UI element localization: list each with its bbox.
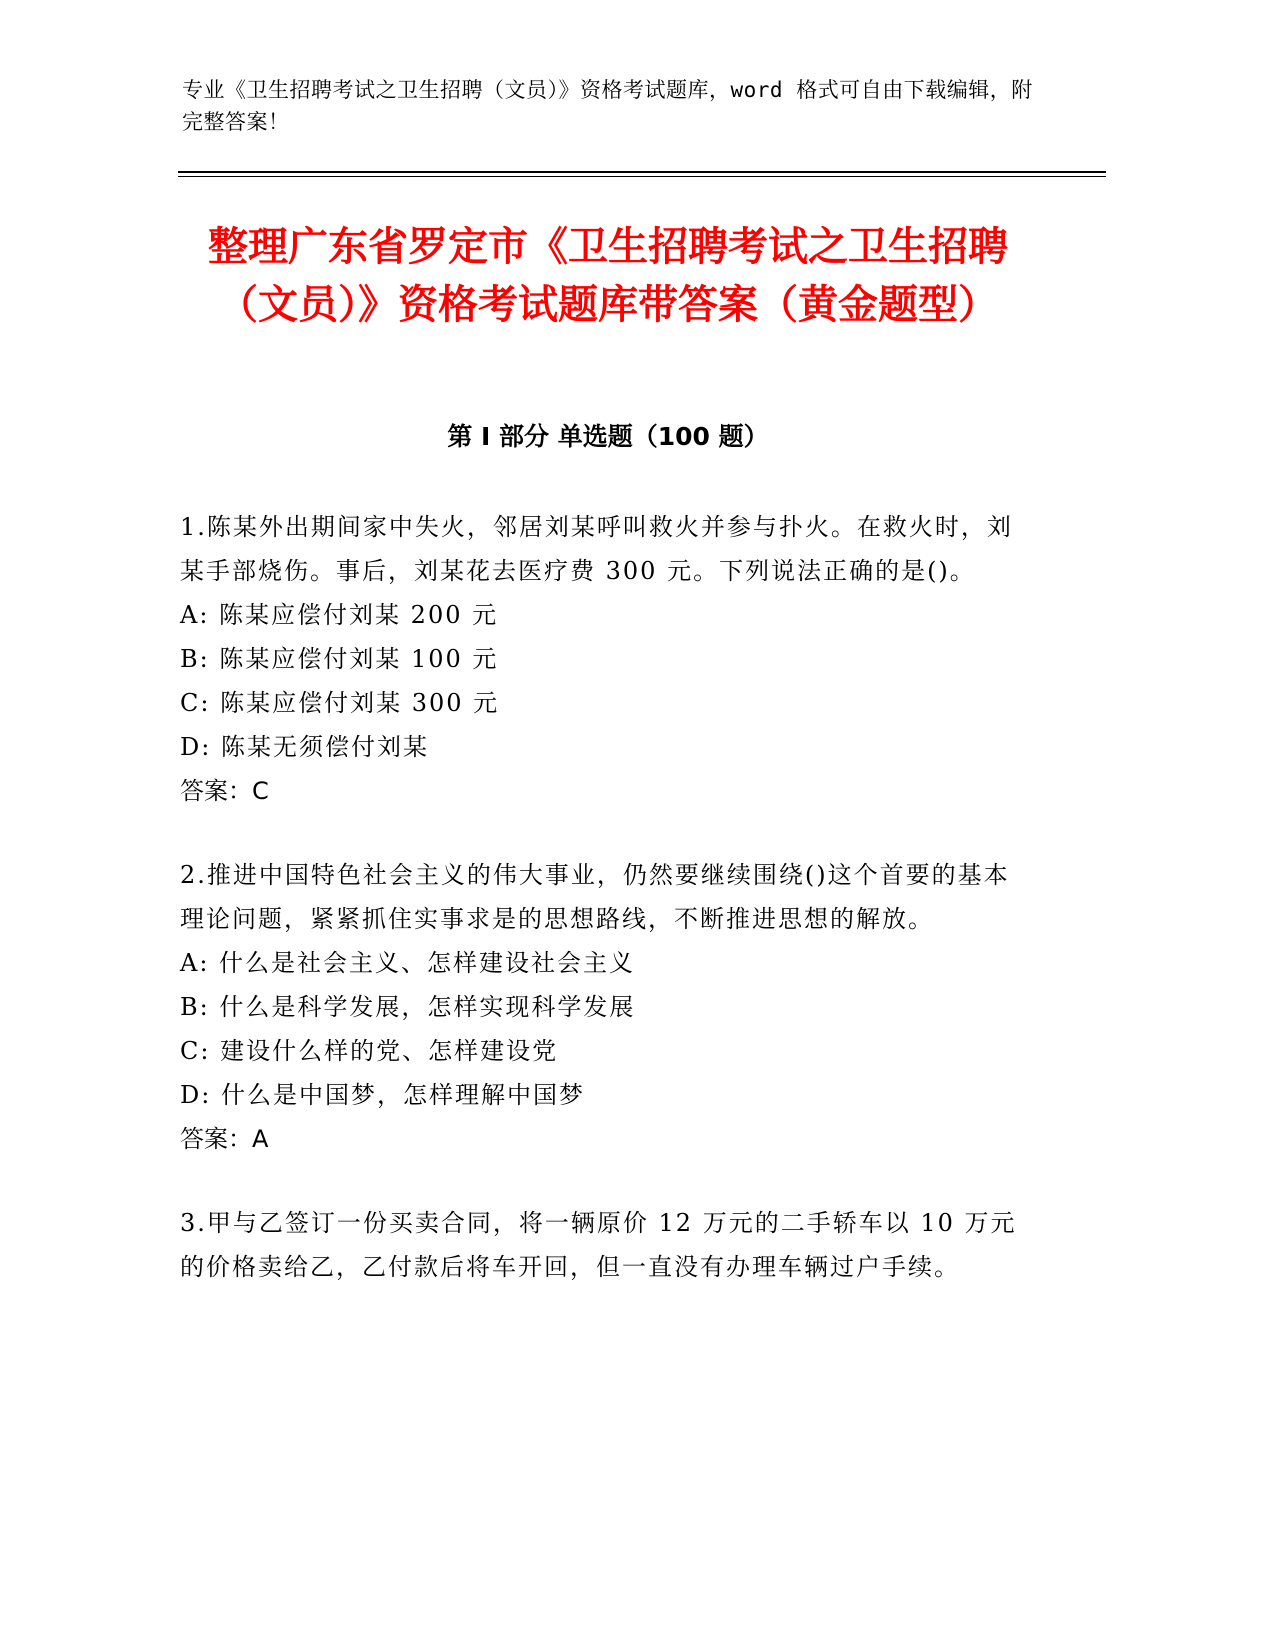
- document-title: 整理广东省罗定市《卫生招聘考试之卫生招聘（文员）》资格考试题库带答案（黄金题型）: [208, 224, 1008, 328]
- header-divider-thick: [178, 171, 1106, 173]
- question-text: 1.陈某外出期间家中失火，邻居刘某呼叫救火并参与扑火。在救火时，刘某手部烧伤。事后，刘某花去医疗费 300 元。下列说法正确的是()。: [180, 513, 1013, 585]
- option-c: C: 陈某应偿付刘某 300 元: [180, 689, 500, 717]
- question-1: [180, 505, 1020, 813]
- section-heading: 第 I 部分 单选题（100 题）: [447, 422, 769, 451]
- answer: 答案：A: [180, 1125, 269, 1153]
- header-divider-thin: [178, 176, 1106, 177]
- option-b: B: 什么是科学发展，怎样实现科学发展: [180, 993, 636, 1021]
- answer: 答案：C: [180, 777, 269, 805]
- question-2: [180, 853, 1020, 1161]
- question-3: [180, 1201, 1020, 1289]
- option-a: A: 什么是社会主义、怎样建设社会主义: [180, 949, 636, 977]
- question-text: 2.推进中国特色社会主义的伟大事业，仍然要继续围绕()这个首要的基本理论问题，紧紧抓住实事求是的思想路线，不断推进思想的解放。: [180, 861, 1010, 933]
- header-note: 专业《卫生招聘考试之卫生招聘（文员）》资格考试题库，word 格式可自由下载编辑，附完整答案！: [182, 78, 1033, 134]
- option-d: D: 什么是中国梦，怎样理解中国梦: [180, 1081, 585, 1109]
- option-d: D: 陈某无须偿付刘某: [180, 733, 429, 761]
- question-text: 3.甲与乙签订一份买卖合同，将一辆原价 12 万元的二手轿车以 10 万元的价格卖给乙，乙付款后将车开回，但一直没有办理车辆过户手续。: [180, 1209, 1017, 1281]
- option-c: C: 建设什么样的党、怎样建设党: [180, 1037, 559, 1065]
- question-list: [180, 505, 1020, 1329]
- option-b: B: 陈某应偿付刘某 100 元: [180, 645, 499, 673]
- option-a: A: 陈某应偿付刘某 200 元: [180, 601, 499, 629]
